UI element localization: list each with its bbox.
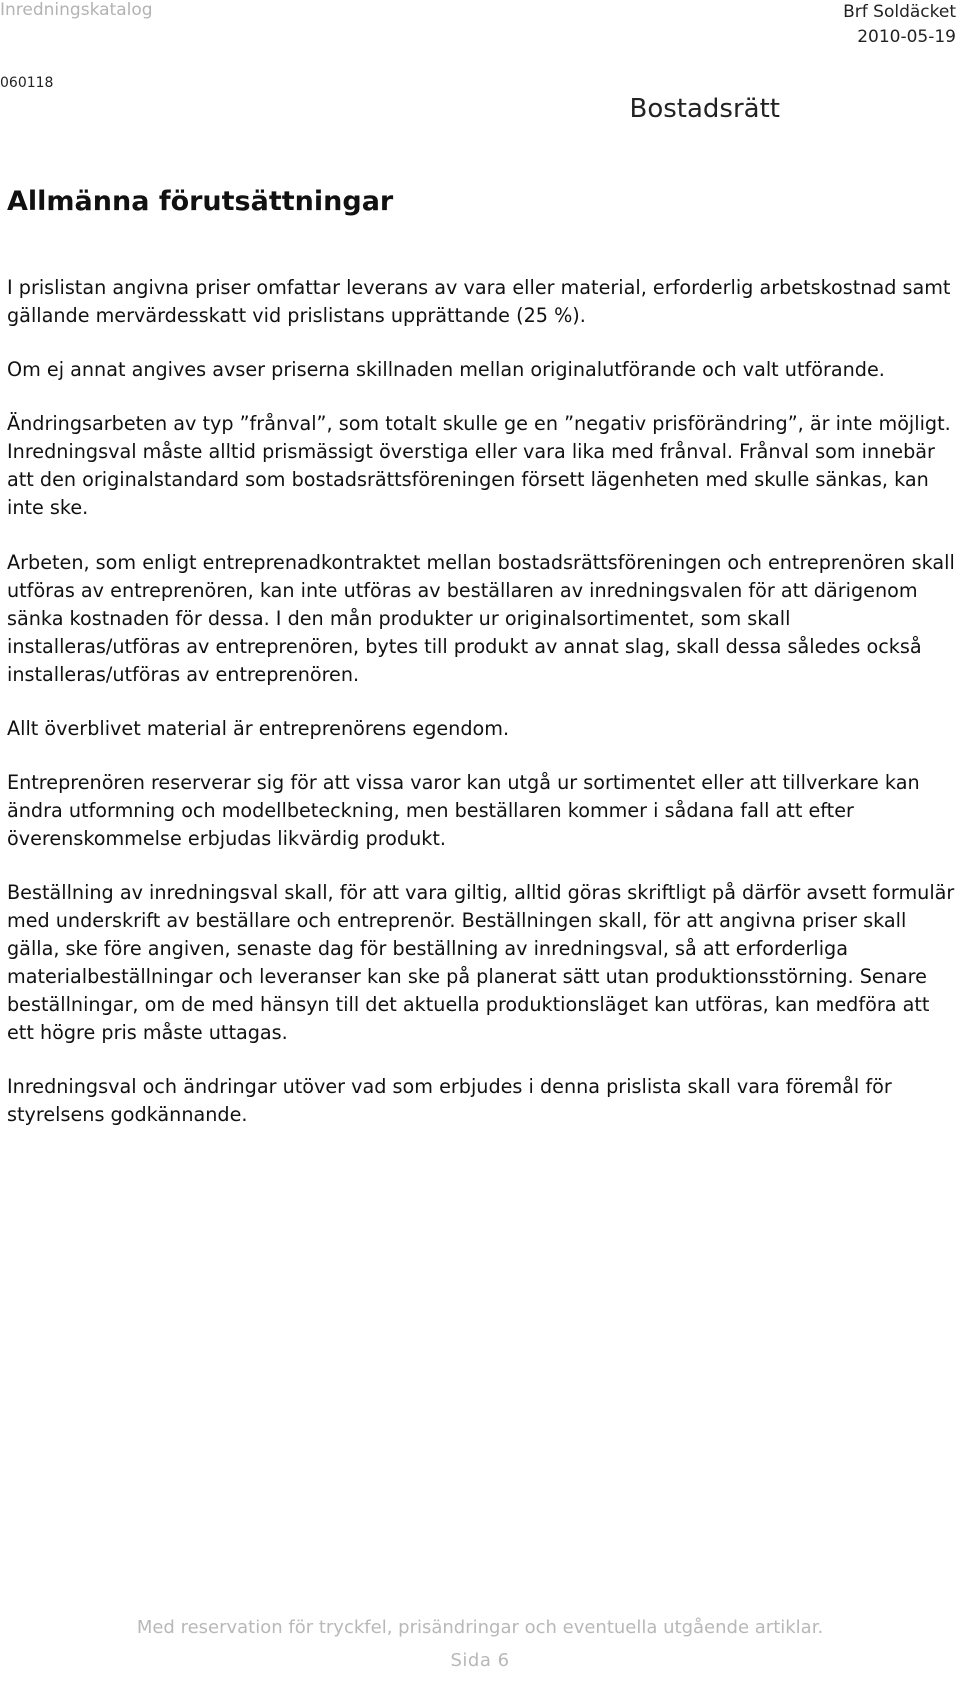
- document-date: 2010-05-19: [857, 27, 956, 47]
- paragraph: Arbeten, som enligt entreprenadkontraktet mellan bostadsrättsföreningen och entreprenören skall utföras av entreprenören, kan inte utföras av beställaren av inredningsvalen för att därigenom sänka kostnaden för dessa. I den mån produkter ur originalsortimentet, som skall installeras/utföras av entreprenören, bytes till produkt av annat slag, skall dessa således också installeras/utföras av entreprenören.: [7, 551, 955, 686]
- section-body: [7, 274, 955, 1155]
- paragraph: I prislistan angivna priser omfattar leverans av vara eller material, erforderlig arbetskostnad samt gällande mervärdesskatt vid prislistans upprättande (25 %).: [7, 276, 951, 327]
- paragraph: Entreprenören reserverar sig för att vissa varor kan utgå ur sortimentet eller att tillverkare kan ändra utformning och modellbeteckning, men beställaren kommer i sådana fall att efter överenskommelse erbjudas likvärdig produkt.: [7, 771, 920, 850]
- paragraph: Ändringsarbeten av typ ”frånval”, som totalt skulle ge en ”negativ prisförändring”, är inte möjligt. Inredningsval måste alltid prismässigt överstiga eller vara lika med frånval. Frånval som innebär att den originalstandard som bostadsrättsföreningen försett lägenheten med skulle sänkas, kan inte ske.: [7, 412, 951, 519]
- section-title: Allmänna förutsättningar: [7, 186, 394, 217]
- footer-disclaimer: Med reservation för tryckfel, prisändringar och eventuella utgående artiklar.: [136, 1617, 824, 1638]
- catalog-title: Inredningskatalog: [0, 0, 153, 20]
- paragraph: Inredningsval och ändringar utöver vad som erbjudes i denna prislista skall vara föremål för styrelsens godkännande.: [7, 1075, 892, 1126]
- association-name: Brf Soldäcket: [843, 2, 956, 22]
- paragraph: Allt överblivet material är entreprenörens egendom.: [7, 717, 510, 740]
- header-meta: [843, 0, 956, 50]
- paragraph: Beställning av inredningsval skall, för att vara giltig, alltid göras skriftligt på därför avsett formulär med underskrift av beställare och entreprenör. Beställningen skall, för att angivna priser skall gälla, ske före angiven, senaste dag för beställning av inredningsval, så att erforderliga materialbeställningar och leveranser kan ske på planerat sätt utan produktionsstörning. Senare beställningar, om de med hänsyn till det aktuella produktionsläget kan utföras, kan medföra att ett högre pris måste uttagas.: [7, 881, 955, 1044]
- document-code: 060118: [0, 75, 54, 91]
- document-type: Bostadsrätt: [629, 94, 780, 124]
- paragraph: Om ej annat angives avser priserna skillnaden mellan originalutförande och valt utförande.: [7, 358, 885, 381]
- page-number: Sida 6: [450, 1650, 510, 1671]
